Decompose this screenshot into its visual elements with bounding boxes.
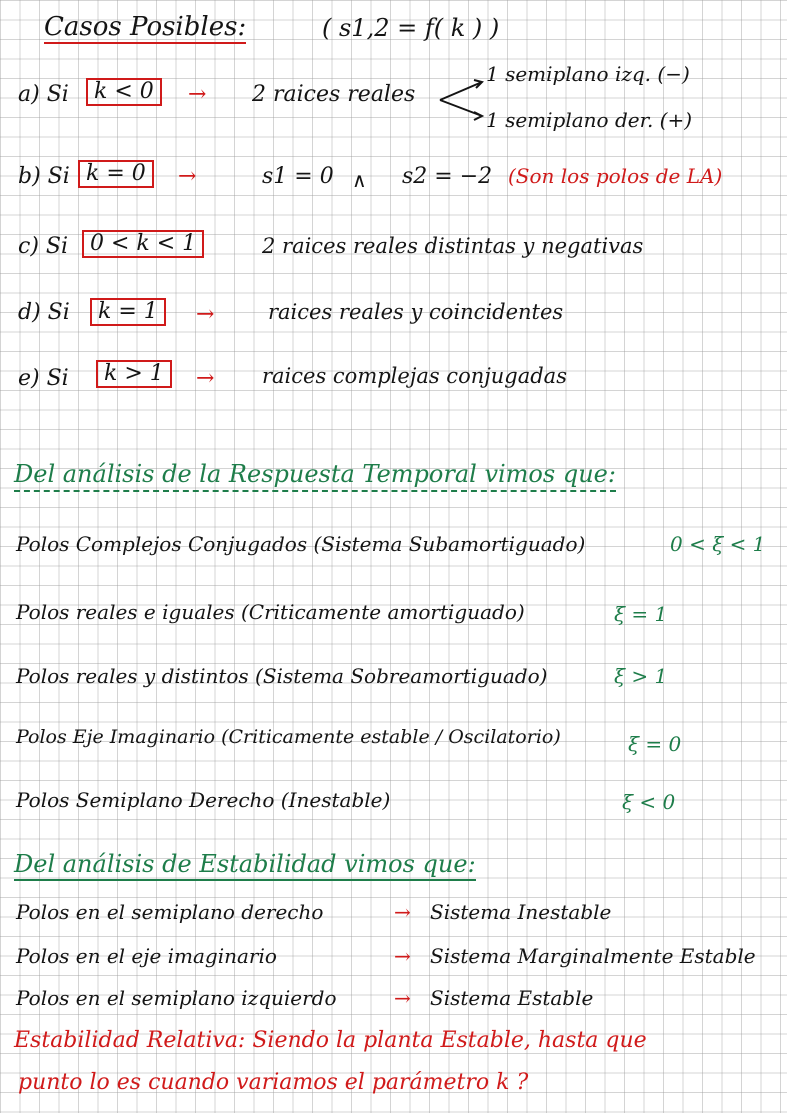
case-c-result: 2 raices reales distintas y negativas: [262, 234, 644, 258]
case-b-s2: s2 = −2: [402, 164, 493, 189]
temporal-row-5-cond: ξ < 0: [622, 790, 676, 814]
stability-row-3-left: Polos en el semiplano izquierdo: [16, 986, 337, 1010]
case-e-label: e) Si: [18, 366, 69, 391]
case-d-arrow: →: [196, 302, 215, 327]
case-c-label: c) Si: [18, 234, 69, 259]
case-e-condition: k > 1: [96, 360, 172, 388]
case-a-condition: k < 0: [86, 78, 162, 106]
case-d-condition: k = 1: [90, 298, 166, 326]
relative-stability-line-1: Estabilidad Relativa: Siendo la planta Estable, hasta que: [14, 1028, 647, 1053]
temporal-row-5-text: Polos Semiplano Derecho (Inestable): [16, 788, 391, 812]
page-title: Casos Posibles:: [44, 12, 247, 42]
case-b-arrow: →: [178, 164, 197, 189]
stability-row-3-arrow: →: [394, 986, 411, 1010]
stability-row-2-left: Polos en el eje imaginario: [16, 944, 277, 968]
case-b-condition: k = 0: [78, 160, 154, 188]
temporal-row-2-cond: ξ = 1: [614, 602, 668, 626]
stability-row-1-right: Sistema Inestable: [430, 900, 612, 924]
temporal-row-1-cond: 0 < ξ < 1: [670, 532, 766, 556]
stability-row-2-right: Sistema Marginalmente Estable: [430, 944, 756, 968]
case-e-arrow: →: [196, 366, 215, 391]
temporal-row-4-cond: ξ = 0: [628, 732, 682, 756]
case-b-label: b) Si: [18, 164, 70, 189]
temporal-row-2-text: Polos reales e iguales (Criticamente amortiguado): [16, 600, 525, 624]
stability-heading: Del análisis de Estabilidad vimos que:: [14, 852, 476, 881]
stability-row-2-arrow: →: [394, 944, 411, 968]
case-c-condition: 0 < k < 1: [82, 230, 204, 258]
case-b-and: ∧: [352, 168, 367, 192]
temporal-row-3-text: Polos reales y distintos (Sistema Sobreamortiguado): [16, 664, 548, 688]
case-b-s1: s1 = 0: [262, 164, 334, 189]
case-a-arrow: →: [188, 82, 207, 107]
case-b-note: (Son los polos de LA): [508, 164, 723, 188]
case-d-label: d) Si: [18, 300, 70, 325]
case-a-result: 2 raices reales: [252, 82, 416, 107]
temporal-row-1-text: Polos Complejos Conjugados (Sistema Subamortiguado): [16, 532, 586, 556]
relative-stability-line-2: punto lo es cuando variamos el parámetro k ?: [18, 1070, 529, 1095]
stability-row-1-arrow: →: [394, 900, 411, 924]
case-d-result: raices reales y coincidentes: [268, 300, 564, 324]
branch-arrows-icon: [432, 74, 492, 124]
case-a-branch-down: 1 semiplano der. (+): [486, 108, 693, 132]
header-formula: ( s1,2 = f( k ) ): [322, 14, 500, 42]
case-a-label: a) Si: [18, 82, 69, 107]
case-a-branch-up: 1 semiplano izq. (−): [486, 62, 690, 86]
case-e-result: raices complejas conjugadas: [262, 364, 567, 388]
stability-row-3-right: Sistema Estable: [430, 986, 594, 1010]
stability-row-1-left: Polos en el semiplano derecho: [16, 900, 324, 924]
temporal-row-3-cond: ξ > 1: [614, 664, 668, 688]
temporal-heading: Del análisis de la Respuesta Temporal vimos que:: [14, 462, 616, 492]
temporal-row-4-text: Polos Eje Imaginario (Criticamente estable / Oscilatorio): [16, 726, 561, 748]
